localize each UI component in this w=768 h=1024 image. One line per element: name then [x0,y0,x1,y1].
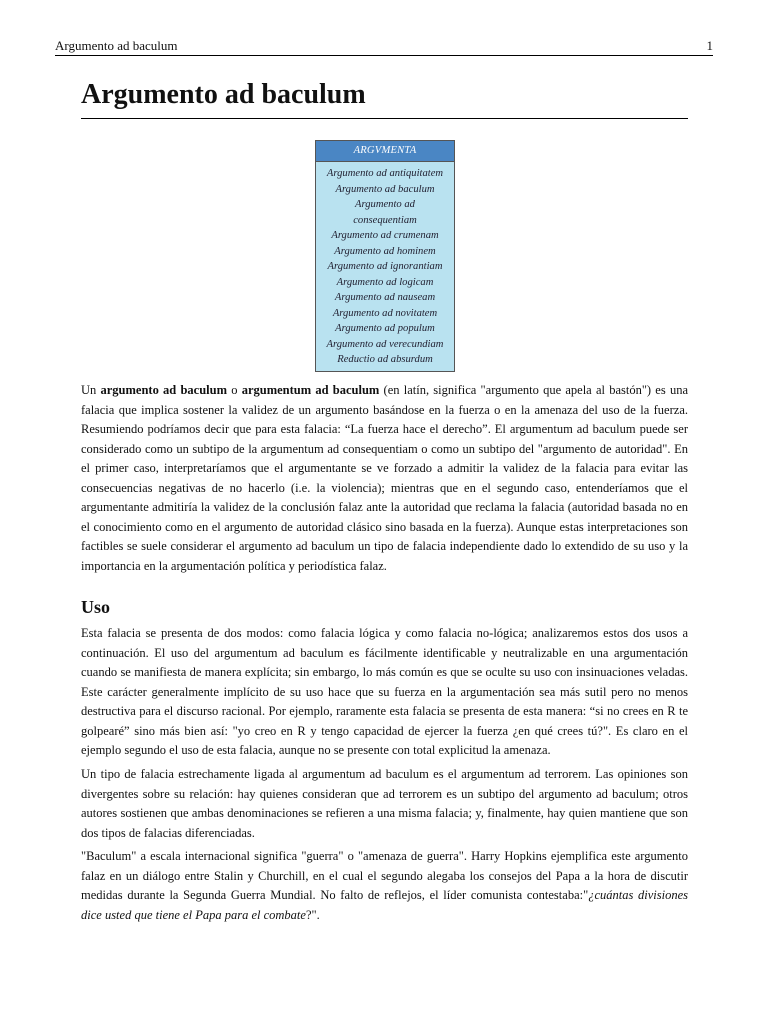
infobox-item[interactable]: Argumento ad verecundiam [326,338,444,350]
infobox-item[interactable]: consequentiam [353,214,417,226]
infobox-list [316,162,454,371]
infobox-item[interactable]: Argumento ad baculum [335,183,435,195]
infobox-heading: ARGVMENTA [316,141,454,162]
term-bold: argumentum ad baculum [241,383,380,397]
infobox-item[interactable]: Argumento ad ignorantiam [327,261,443,272]
argumenta-infobox [315,140,455,372]
intro-paragraph: Un argumento ad baculum o argumentum ad baculum (en latín, significa "argumento que apela al bastón") es una falacia que implica sostener la validez de un argumento basándose en la fuerza o en la amenaza del uso de la fuerza. Resumiendo podríamos decir que para esta falacia: “La fuerza hace el derecho”. El argumentum ad baculum puede ser considerado como un subtipo de la argumentum ad consequentiam o como un subtipo del "argumento de autoridad". En el primer caso, interpretaríamos que el argumentante se ve forzado a admitir la validez de la falacia para evitar las consecuencias negativas de no hacerlo (i.e. la violencia); mientras que en el segundo caso, entenderíamos que el argumentante admitiría la validez de la conclusión falaz ante la autoridad que reclama la falacia (autoridad basada no en el conocimiento como en el argumento de autoridad clásico sino basada en la fuerza). Aunque estas interpretaciones son factibles se suele considerar el argumento ad baculum un tipo de falacia independiente dado lo extendido de su uso y la importancia en la argumentación política y periodística falaz. [81,383,688,573]
infobox-item[interactable]: Argumento ad logicam [336,276,434,288]
infobox-item[interactable]: Argumento ad crumenam [331,230,439,241]
term-bold: argumento ad baculum [100,383,228,397]
running-header [55,38,713,56]
infobox-item[interactable]: Argumento ad populum [335,323,435,334]
page-title: Argumento ad baculum [81,79,366,110]
uso-paragraph-2: Un tipo de falacia estrechamente ligada al argumentum ad baculum es el argumentum ad terrorem. Las opiniones son divergentes sobre su relación: hay quienes consideran que ad terrorem es un subtipo del argumento ad baculum; otros autores sostienen que ambas denominaciones se refieren a una misma falacia; y, finalmente, hay quien mantiene que son dos tipos de falacias diferenciadas. [81,767,688,840]
page-number: 1 [706,38,713,53]
uso-paragraph-1: Esta falacia se presenta de dos modos: como falacia lógica y como falacia no-lógica; analizaremos estos dos usos a continuación. El uso del argumentum ad baculum es fácilmente identificable y neutralizable en una argumentación cuando se manifiesta de manera explícita; sin embargo, lo más común es que se oculte su uso con insinuaciones veladas. Este carácter generalmente implícito de su uso hace que su fuerza en la argumentación sea más sutil pero no menos destructiva para el discurso racional. Por ejemplo, raramente esta falacia se presenta de esta manera: “si no crees en R te golpearé” sino más bien así: "yo creo en R y tengo capacidad de ejercer la fuerza ¿en qué crees tú?". Es claro en el ejemplo segundo el uso de esta falacia, aunque no se presente con total explicitud la amenaza. [81,626,688,757]
infobox-item[interactable]: Argumento ad [355,199,415,210]
running-title: Argumento ad baculum [55,38,178,53]
section-heading-uso: Uso [81,597,111,617]
infobox-item[interactable]: Argumento ad nauseam [334,292,436,303]
title-rule [81,118,688,119]
infobox-item[interactable]: Argumento ad antiquitatem [326,168,444,179]
infobox-item[interactable]: Argumento ad novitatem [332,307,438,319]
infobox-item[interactable]: Argumento ad hominem [334,245,436,257]
uso-paragraph-3: "Baculum" a escala internacional significa "guerra" o "amenaza de guerra". Harry Hopkins ejemplifica este argumento falaz en un diálogo entre Stalin y Churchill, en el cual el segundo alegaba los consejos del Papa a la hora de discutir medidas durante la Segunda Guerra Mundial. No falto de reflejos, el líder comunista contestaba:"¿cuántas divisiones dice usted que tiene el Papa para el combate?". [81,849,688,922]
quote-italic: ¿cuántas divisiones dice usted que tiene el Papa para el combate [81,888,688,922]
infobox-item[interactable]: Reductio ad absurdum [337,354,433,365]
